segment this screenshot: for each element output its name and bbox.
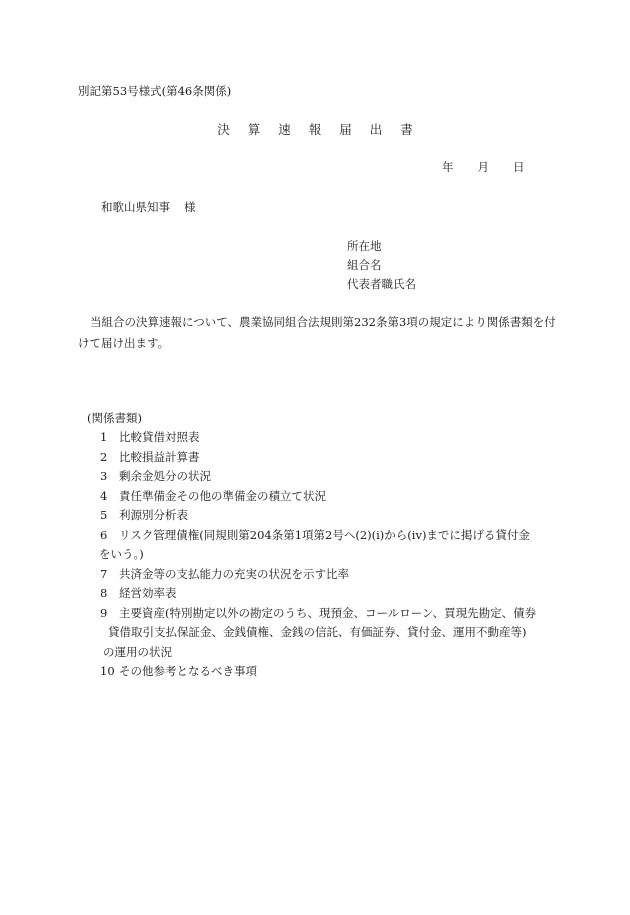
- list-item: [78, 604, 568, 663]
- attachments-heading: (関係書類): [87, 411, 142, 425]
- item-number: 5: [100, 508, 108, 522]
- item-text: 比較貸借対照表: [119, 430, 200, 444]
- item-number: 4: [100, 488, 108, 503]
- addressee-name: 和歌山県知事: [101, 200, 170, 214]
- list-item: [78, 526, 568, 565]
- document-title: [0, 124, 630, 137]
- item-number: 7: [100, 566, 108, 581]
- title-char: 報: [308, 122, 322, 137]
- addressee: [101, 202, 196, 214]
- item-text: 剰余金処分の状況: [119, 469, 211, 483]
- applicant-address-label: 所在地: [347, 239, 382, 253]
- date-line: [442, 162, 525, 174]
- title-char: 出: [369, 122, 383, 137]
- list-item: [78, 506, 568, 526]
- item-text-continuation: をいう。): [99, 547, 144, 561]
- item-text: その他参考となるべき事項: [119, 664, 257, 678]
- list-item: [78, 448, 568, 468]
- item-text: リスク管理債権(同規則第204条第1項第2号ヘ(2)(i)から(iv)までに掲げる貸付金: [119, 527, 530, 542]
- date-year: 年: [442, 160, 454, 174]
- item-text: 経営効率表: [119, 586, 177, 600]
- date-day: 日: [513, 160, 525, 174]
- body-text: 当組合の決算速報について、農業協同組合法規則第232条第3項の規定により関係書類を付けて届け出ます。: [78, 315, 556, 350]
- applicant-representative-label: 代表者職氏名: [347, 277, 416, 291]
- item-text-continuation: の運用の状況: [103, 644, 172, 659]
- title-char: 決: [217, 122, 230, 137]
- applicant-block: [347, 237, 416, 294]
- item-number: 3: [100, 469, 108, 483]
- item-number: 1: [100, 430, 108, 444]
- list-item: [78, 662, 568, 682]
- form-label: 別記第53号様式(第46条関係): [78, 84, 232, 98]
- item-number: 9: [100, 605, 108, 620]
- title-char: 算: [247, 122, 261, 137]
- title-char: 届: [339, 122, 352, 137]
- item-text-continuation: 貸借取引支払保証金、金銭債権、金銭の信託、有価証券、貸付金、運用不動産等): [108, 625, 527, 639]
- item-text: 利源別分析表: [119, 508, 188, 522]
- item-number: 6: [100, 527, 108, 542]
- list-item: [78, 565, 568, 585]
- addressee-honorific: 様: [184, 200, 196, 214]
- item-text: 責任準備金その他の準備金の積立て状況: [119, 488, 326, 503]
- item-text: 主要資産(特別勘定以外の勘定のうち、現預金、コールローン、買現先勘定、債券: [119, 605, 537, 620]
- item-text: 比較損益計算書: [119, 449, 200, 464]
- item-number: 2: [100, 449, 108, 464]
- list-item: [78, 487, 568, 507]
- date-month: 月: [477, 160, 489, 174]
- item-text: 共済金等の支払能力の充実の状況を示す比率: [119, 566, 349, 581]
- applicant-union-name-label: 組合名: [347, 258, 382, 272]
- attachments-list: [78, 408, 568, 682]
- list-item: [78, 584, 568, 604]
- list-item: [78, 428, 568, 448]
- list-item: [78, 467, 568, 487]
- title-char: 速: [278, 122, 291, 137]
- title-char: 書: [400, 122, 413, 137]
- item-number: 8: [100, 586, 108, 600]
- item-number: 10: [100, 664, 115, 678]
